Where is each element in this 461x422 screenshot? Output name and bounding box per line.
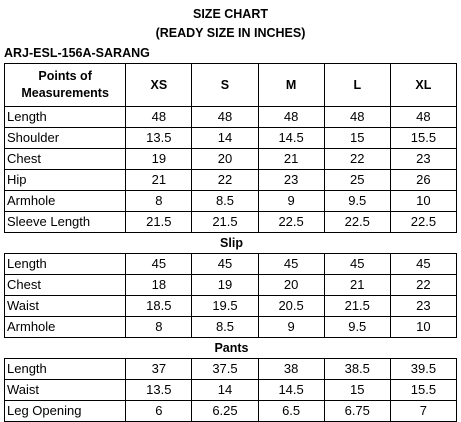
measurement-label: Length — [5, 359, 126, 380]
section-title-slip: Slip — [5, 233, 457, 254]
table-row — [5, 128, 457, 149]
measurement-value: 6 — [126, 401, 192, 422]
measurement-value: 13.5 — [126, 128, 192, 149]
measurement-value: 22 — [324, 149, 390, 170]
table-row — [5, 359, 457, 380]
measurement-value: 45 — [390, 254, 456, 275]
measurement-value: 20 — [258, 275, 324, 296]
measurement-value: 15.5 — [390, 128, 456, 149]
measurement-value: 48 — [258, 107, 324, 128]
table-row — [5, 107, 457, 128]
measurement-value: 9.5 — [324, 191, 390, 212]
measurement-value: 6.75 — [324, 401, 390, 422]
table-row — [5, 380, 457, 401]
measurement-value: 45 — [258, 254, 324, 275]
table-row — [5, 254, 457, 275]
measurement-value: 18.5 — [126, 296, 192, 317]
measurement-value: 9.5 — [324, 317, 390, 338]
points-label-line1: Points of — [38, 69, 92, 83]
measurement-value: 48 — [126, 107, 192, 128]
measurement-value: 7 — [390, 401, 456, 422]
measurement-value: 20.5 — [258, 296, 324, 317]
product-code: ARJ-ESL-156A-SARANG — [4, 46, 150, 60]
measurement-value: 22 — [192, 170, 258, 191]
measurement-value: 14 — [192, 128, 258, 149]
measurement-value: 8.5 — [192, 317, 258, 338]
measurement-value: 14.5 — [258, 128, 324, 149]
measurement-value: 21 — [258, 149, 324, 170]
measurement-label: Length — [5, 107, 126, 128]
measurement-value: 45 — [126, 254, 192, 275]
table-row — [5, 317, 457, 338]
measurement-value: 21 — [126, 170, 192, 191]
measurement-value: 20 — [192, 149, 258, 170]
measurement-value: 19.5 — [192, 296, 258, 317]
measurement-value: 21.5 — [324, 296, 390, 317]
measurement-label: Shoulder — [5, 128, 126, 149]
measurement-value: 23 — [258, 170, 324, 191]
measurement-label: Armhole — [5, 317, 126, 338]
measurement-value: 38.5 — [324, 359, 390, 380]
section-row — [5, 233, 457, 254]
measurement-value: 19 — [126, 149, 192, 170]
measurement-value: 25 — [324, 170, 390, 191]
size-header-xs: XS — [126, 64, 192, 107]
measurement-value: 14.5 — [258, 380, 324, 401]
measurement-value: 18 — [126, 275, 192, 296]
measurement-value: 23 — [390, 296, 456, 317]
table-row — [5, 275, 457, 296]
measurement-label: Waist — [5, 380, 126, 401]
size-chart-title: SIZE CHART — [193, 7, 268, 21]
table-row — [5, 212, 457, 233]
measurement-value: 9 — [258, 317, 324, 338]
measurement-label: Armhole — [5, 191, 126, 212]
measurement-value: 10 — [390, 317, 456, 338]
measurement-label: Leg Opening — [5, 401, 126, 422]
measurement-value: 8 — [126, 317, 192, 338]
measurement-label: Waist — [5, 296, 126, 317]
section-title-pants: Pants — [5, 338, 457, 359]
measurement-value: 48 — [324, 107, 390, 128]
measurement-value: 22.5 — [390, 212, 456, 233]
measurement-value: 48 — [192, 107, 258, 128]
measurement-value: 22.5 — [324, 212, 390, 233]
table-row — [5, 191, 457, 212]
measurement-value: 8.5 — [192, 191, 258, 212]
measurement-value: 26 — [390, 170, 456, 191]
measurement-value: 37 — [126, 359, 192, 380]
measurement-value: 37.5 — [192, 359, 258, 380]
measurement-value: 13.5 — [126, 380, 192, 401]
table-row — [5, 170, 457, 191]
measurement-value: 8 — [126, 191, 192, 212]
measurement-value: 14 — [192, 380, 258, 401]
table-row — [5, 149, 457, 170]
measurement-label: Length — [5, 254, 126, 275]
measurement-value: 10 — [390, 191, 456, 212]
measurement-value: 22.5 — [258, 212, 324, 233]
size-chart-table — [4, 63, 457, 422]
measurement-label: Chest — [5, 275, 126, 296]
measurement-value: 9 — [258, 191, 324, 212]
measurement-value: 45 — [192, 254, 258, 275]
measurement-value: 38 — [258, 359, 324, 380]
measurement-value: 48 — [390, 107, 456, 128]
measurement-label: Chest — [5, 149, 126, 170]
size-chart-body — [5, 64, 457, 422]
measurement-value: 39.5 — [390, 359, 456, 380]
measurement-value: 21 — [324, 275, 390, 296]
table-row — [5, 401, 457, 422]
size-chart-subtitle: (READY SIZE IN INCHES) — [155, 26, 306, 40]
header-row — [5, 64, 457, 107]
size-header-s: S — [192, 64, 258, 107]
measurement-label: Hip — [5, 170, 126, 191]
measurement-value: 6.5 — [258, 401, 324, 422]
table-row — [5, 296, 457, 317]
measurement-value: 22 — [390, 275, 456, 296]
measurement-value: 21.5 — [192, 212, 258, 233]
measurement-value: 23 — [390, 149, 456, 170]
measurement-value: 19 — [192, 275, 258, 296]
size-header-xl: XL — [390, 64, 456, 107]
measurement-value: 15 — [324, 128, 390, 149]
measurement-value: 21.5 — [126, 212, 192, 233]
measurement-value: 45 — [324, 254, 390, 275]
size-header-l: L — [324, 64, 390, 107]
size-header-m: M — [258, 64, 324, 107]
measurement-value: 15.5 — [390, 380, 456, 401]
measurement-label: Sleeve Length — [5, 212, 126, 233]
measurement-value: 6.25 — [192, 401, 258, 422]
points-of-measurements-header — [5, 64, 126, 107]
points-label-line2: Measurements — [21, 86, 109, 100]
section-row — [5, 338, 457, 359]
measurement-value: 15 — [324, 380, 390, 401]
